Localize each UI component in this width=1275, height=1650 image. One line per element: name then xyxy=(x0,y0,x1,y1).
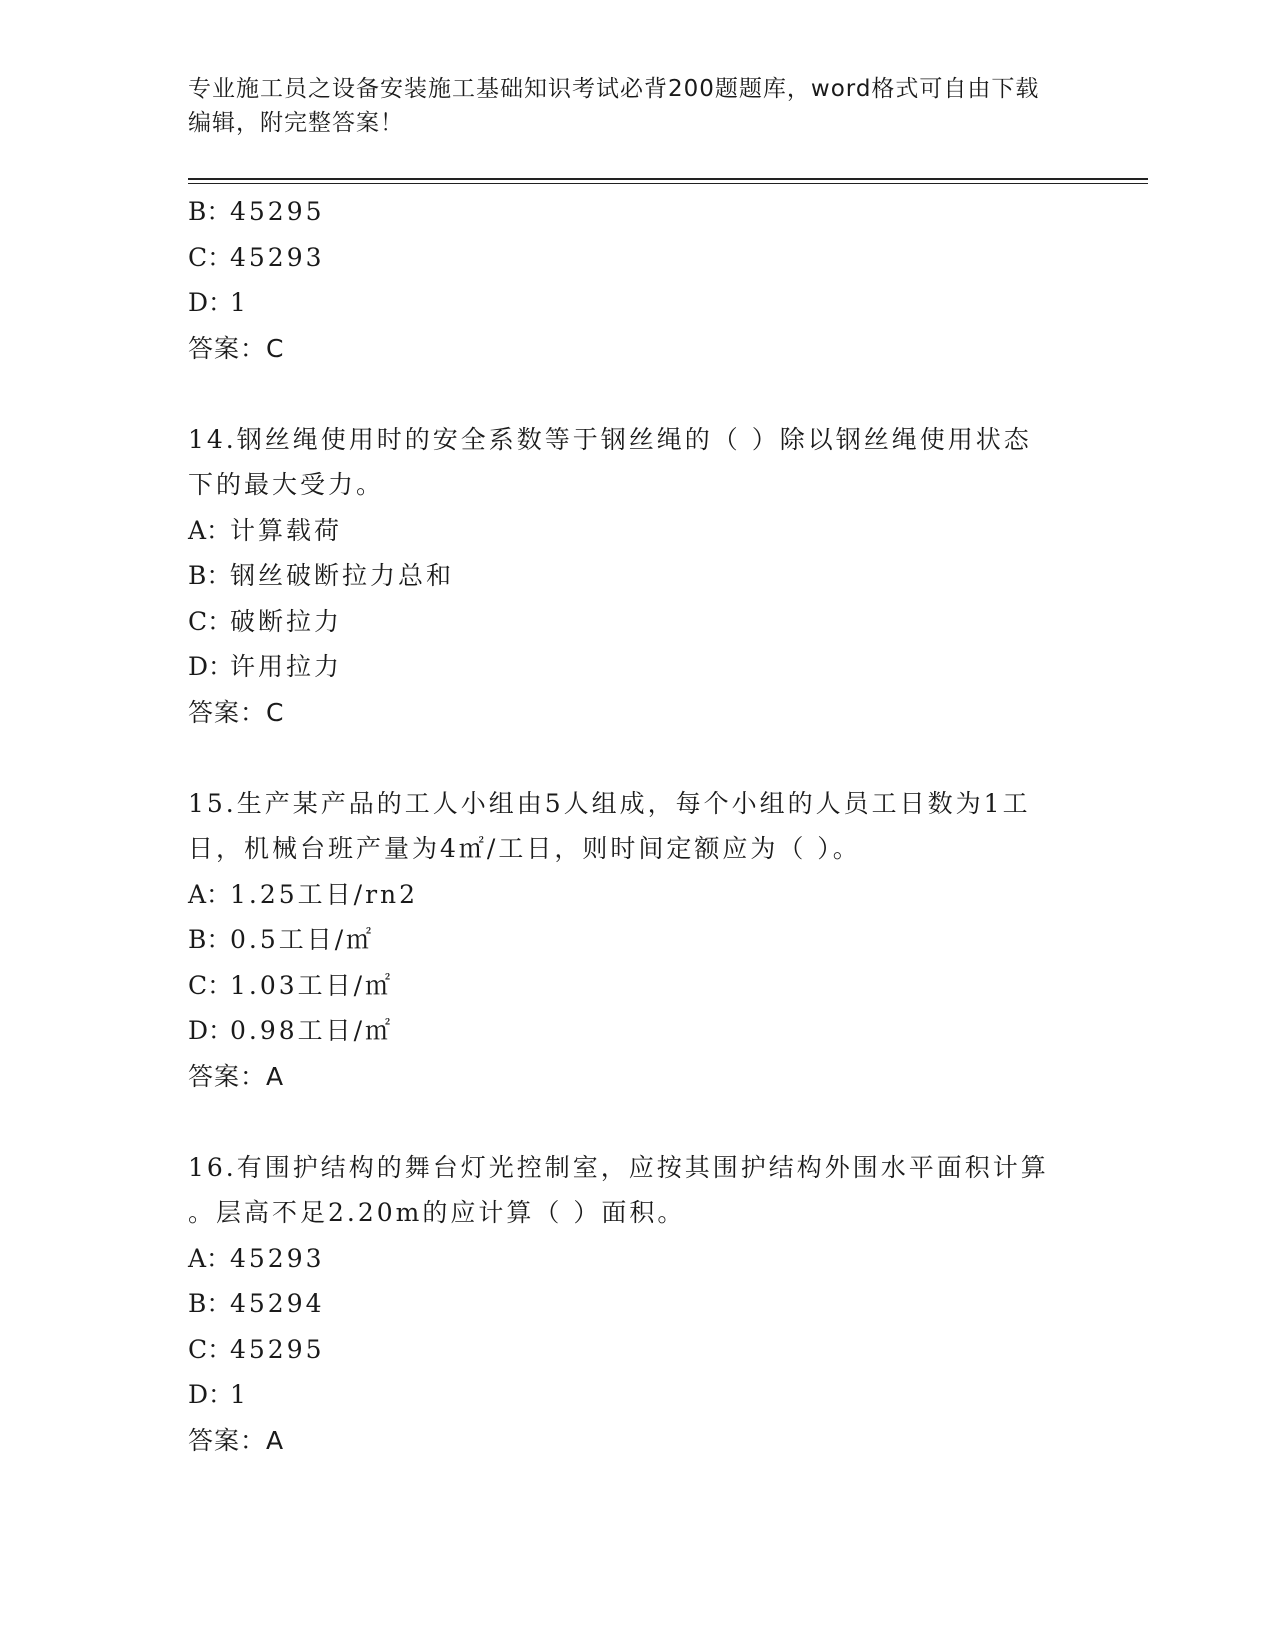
document-header xyxy=(188,72,1068,140)
option-a xyxy=(188,1236,1148,1282)
option-letter: C： xyxy=(188,970,233,1000)
option-letter: D： xyxy=(188,652,234,681)
option-text: 1.03工日/㎡ xyxy=(230,970,394,1000)
question-stem-line-1: 16.有围护结构的舞台灯光控制室，应按其围护结构外围水平面积计算 xyxy=(188,1152,1049,1182)
option-text: 许用拉力 xyxy=(230,652,343,681)
option-letter: B： xyxy=(188,1289,232,1318)
question-14 xyxy=(188,417,1148,736)
option-c xyxy=(188,1327,1148,1373)
option-b xyxy=(188,553,1148,599)
option-text: 破断拉力 xyxy=(230,606,343,636)
option-letter: C： xyxy=(188,1334,233,1364)
option-text: 1 xyxy=(230,1380,249,1409)
option-letter: A： xyxy=(188,515,232,545)
option-a xyxy=(188,872,1148,918)
option-text: 45293 xyxy=(230,242,325,272)
question-stem-line-2: 日，机械台班产量为4㎡/工日，则时间定额应为（ ）。 xyxy=(188,834,861,863)
option-text: 45295 xyxy=(230,197,325,226)
question-13-continued xyxy=(188,189,1148,371)
option-c xyxy=(188,963,1148,1009)
option-letter: B： xyxy=(188,197,232,226)
option-b xyxy=(188,189,1148,235)
option-letter: D： xyxy=(188,288,234,317)
option-b xyxy=(188,1281,1148,1327)
question-stem-line-1: 14.钢丝绳使用时的安全系数等于钢丝绳的（ ）除以钢丝绳使用状态 xyxy=(188,424,1032,454)
option-d xyxy=(188,644,1148,690)
option-letter: B： xyxy=(188,561,232,590)
answer: 答案：A xyxy=(188,1425,285,1455)
option-text: 计算载荷 xyxy=(230,515,343,545)
header-rule-thick xyxy=(188,178,1148,180)
option-d xyxy=(188,1372,1148,1418)
option-text: 0.5工日/㎡ xyxy=(230,925,375,954)
option-text: 钢丝破断拉力总和 xyxy=(230,561,455,590)
question-15 xyxy=(188,781,1148,1100)
question-stem-line-2: 。层高不足2.20m的应计算（ ）面积。 xyxy=(188,1198,686,1227)
answer: 答案：C xyxy=(188,333,285,363)
option-a xyxy=(188,508,1148,554)
option-text: 1 xyxy=(230,288,249,317)
option-letter: C： xyxy=(188,606,233,636)
question-16 xyxy=(188,1145,1148,1464)
option-letter: A： xyxy=(188,879,232,909)
option-c xyxy=(188,235,1148,281)
option-letter: A： xyxy=(188,1243,232,1273)
question-stem-line-1: 15.生产某产品的工人小组由5人组成，每个小组的人员工日数为1工 xyxy=(188,788,1031,818)
option-text: 1.25工日/rn2 xyxy=(230,879,419,909)
option-text: 45293 xyxy=(230,1243,325,1273)
option-d xyxy=(188,1008,1148,1054)
option-letter: D： xyxy=(188,1380,234,1409)
option-c xyxy=(188,599,1148,645)
option-d xyxy=(188,280,1148,326)
option-letter: B： xyxy=(188,925,232,954)
option-text: 45294 xyxy=(230,1289,325,1318)
document-content xyxy=(188,189,1148,1463)
option-text: 0.98工日/㎡ xyxy=(230,1016,394,1045)
answer: 答案：A xyxy=(188,1061,285,1091)
header-title-line-1: 专业施工员之设备安装施工基础知识考试必背200题题库，word格式可自由下载 xyxy=(188,76,1040,102)
question-stem-line-2: 下的最大受力。 xyxy=(188,470,385,499)
option-b xyxy=(188,917,1148,963)
answer: 答案：C xyxy=(188,697,285,727)
option-letter: C： xyxy=(188,242,233,272)
option-letter: D： xyxy=(188,1016,234,1045)
option-text: 45295 xyxy=(230,1334,325,1364)
header-title-line-2: 编辑，附完整答案！ xyxy=(188,110,404,136)
header-rule-thin xyxy=(188,183,1148,184)
